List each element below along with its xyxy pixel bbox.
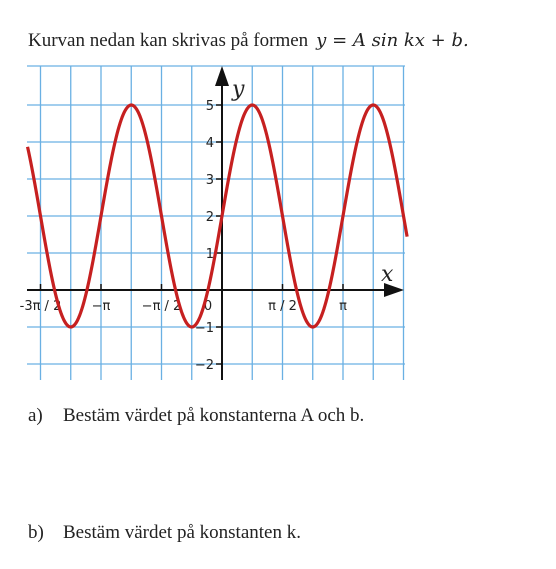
y-tick-label: 3 — [205, 173, 214, 188]
question-b-text: Bestäm värdet på konstanten k. — [63, 522, 301, 543]
question-a-label: a) — [28, 405, 43, 426]
intro-text: Kurvan nedan kan skrivas på formen — [28, 30, 309, 51]
x-axis-label: x — [381, 262, 394, 287]
x-tick-label: 0 — [203, 299, 213, 314]
y-tick-label: −1 — [194, 321, 214, 336]
y-tick-label: 5 — [205, 99, 214, 114]
x-tick-label: π / 2 — [268, 299, 297, 314]
y-axis-arrow — [215, 66, 229, 86]
grid — [27, 66, 405, 380]
y-tick-label: −2 — [194, 358, 214, 373]
y-tick-label: 4 — [205, 136, 214, 151]
question-b-label: b) — [28, 522, 44, 543]
x-tick-label: −π / 2 — [141, 299, 182, 314]
y-tick-label: 1 — [205, 247, 214, 262]
question-a — [28, 405, 364, 427]
y-axis-label: y — [232, 77, 245, 102]
y-tick-label: 2 — [205, 210, 214, 225]
x-tick-label: -3π / 2 — [19, 299, 62, 314]
question-b — [28, 522, 301, 544]
axes — [27, 66, 404, 380]
intro-formula: y = A sin kx + b. — [316, 30, 469, 51]
question-a-text: Bestäm värdet på konstanterna A och b. — [63, 405, 365, 426]
x-tick-label: −π — [91, 299, 111, 314]
x-tick-label: π — [339, 299, 347, 314]
tick-labels — [20, 99, 347, 373]
